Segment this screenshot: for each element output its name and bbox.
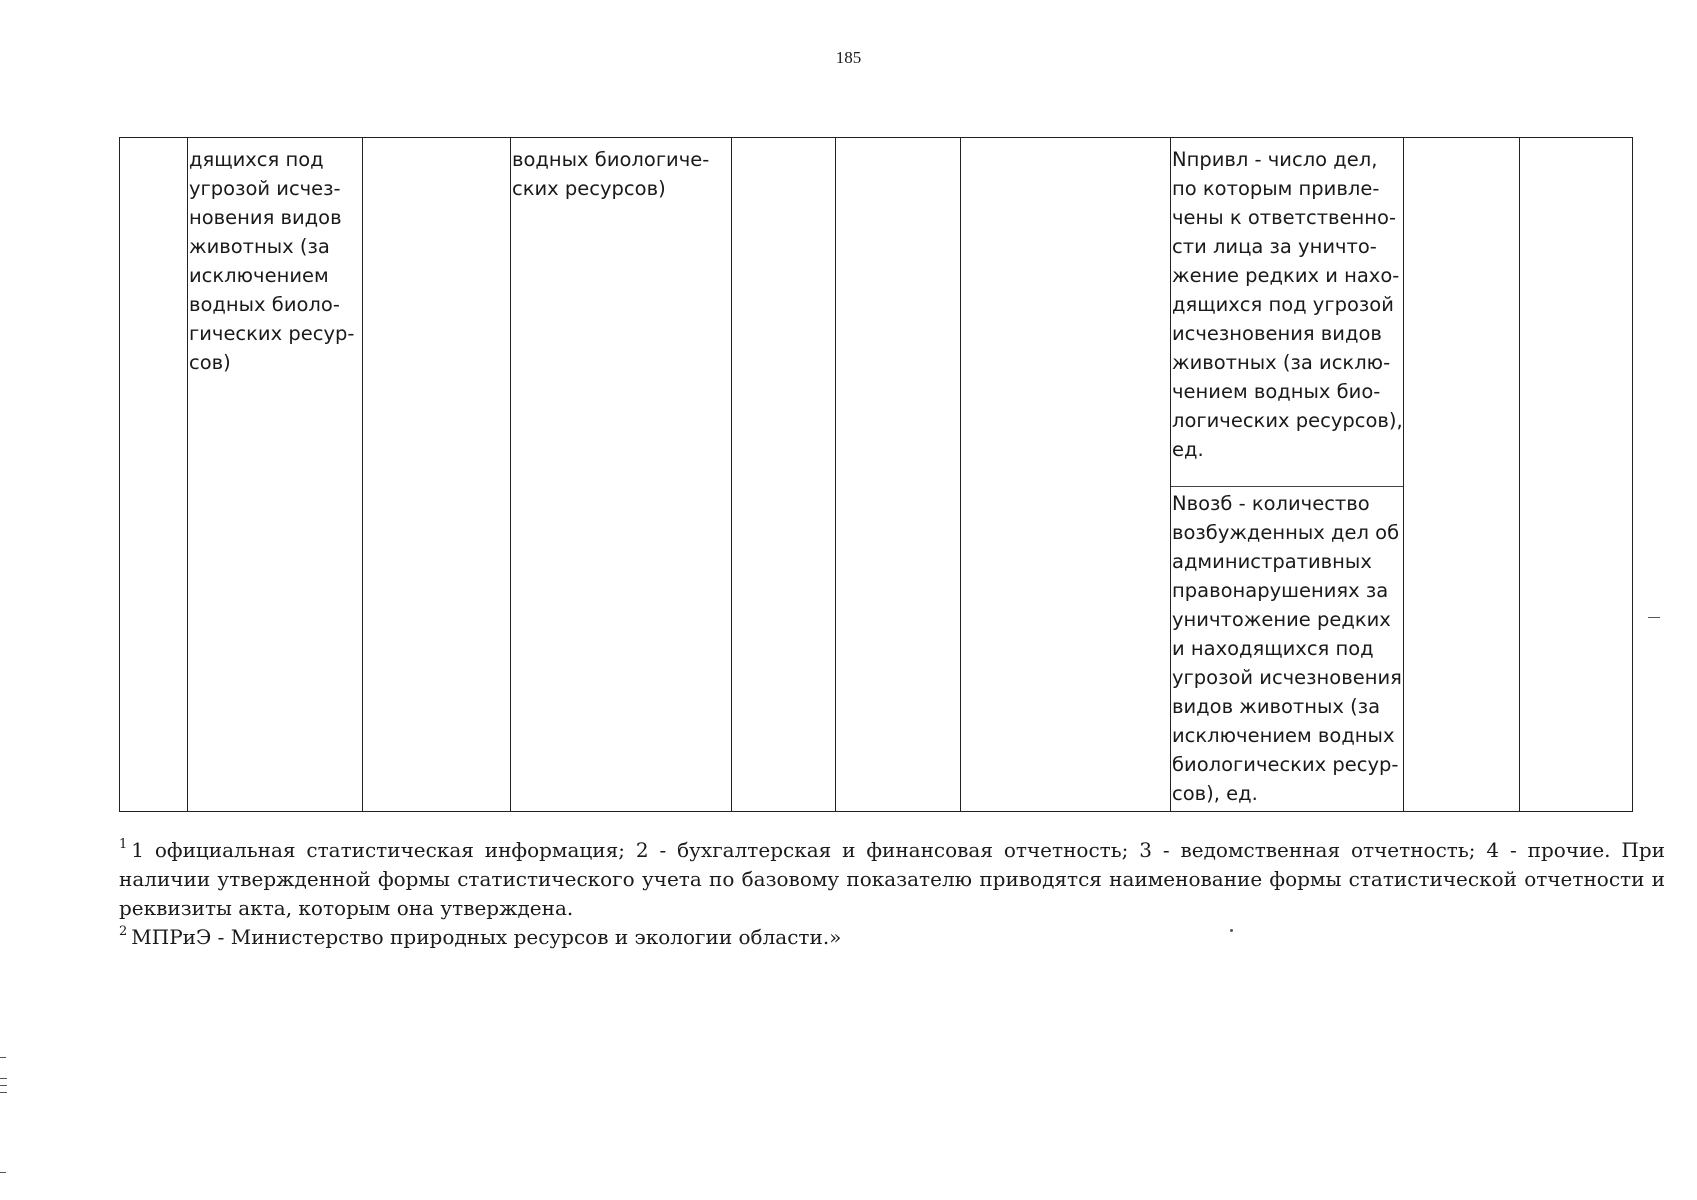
variable-definition-nprivl: Nпривл - число дел, по которым привле- чены к ответственно- сти лица за уничто- жение редких и нахо- дящихся под угрозой исчезновения видов животных (за исклю- чением водных био- логических ресурсов), ед.	[1171, 138, 1403, 487]
table-cell-col5	[732, 138, 836, 812]
scan-mark	[0, 1092, 7, 1093]
variable-definition-nvozb: Nвозб - количество возбужденных дел об административных правонарушениях за уничтожение редких и находящихся под угрозой исчезновения видов животных (за исключением водных биологических ресур- сов), ед.	[1172, 492, 1402, 805]
indicator-name-text: дящихся под угрозой исчез- новения видов животных (за исключением водных биоло- гических ресур- сов)	[189, 148, 355, 374]
table-cell-col8	[1171, 138, 1404, 812]
table-cell-col10	[1520, 138, 1633, 812]
scan-mark	[0, 1057, 6, 1058]
scan-mark	[1648, 617, 1660, 618]
indicator-description-text: водных биологиче- ских ресурсов)	[512, 148, 710, 200]
table-cell-col1	[120, 138, 188, 812]
footnote-text: МПРиЭ - Министерство природных ресурсов и экологии области.»	[131, 925, 842, 949]
footnote-text: 1 официальная статистическая информация; 2 - бухгалтерская и финансовая отчетность; 3 - ведомственная отчетность; 4 - прочие. При наличии утвержденной формы статистического учета по базовому показателю приводятся наименование формы статистической отчетности и реквизиты акта, которым она утверждена.	[119, 838, 1665, 920]
table-cell-col9	[1404, 138, 1520, 812]
table-cell-col3	[363, 138, 511, 812]
page-number: 185	[835, 48, 862, 67]
footnotes	[119, 836, 1665, 952]
table-cell-col7	[961, 138, 1171, 812]
scan-mark	[1230, 929, 1233, 932]
footnote-2	[119, 923, 1665, 952]
indicator-table	[119, 137, 1633, 812]
scan-mark	[0, 1085, 7, 1086]
scan-mark	[0, 1078, 7, 1079]
footnote-marker: 2	[119, 924, 128, 939]
footnote-1	[119, 836, 1665, 923]
footnote-marker: 1	[119, 837, 128, 852]
scan-mark	[0, 1172, 6, 1173]
table-cell-col4	[511, 138, 732, 812]
table-cell-col6	[836, 138, 961, 812]
table-row	[120, 138, 1633, 812]
table-cell-col2	[188, 138, 363, 812]
